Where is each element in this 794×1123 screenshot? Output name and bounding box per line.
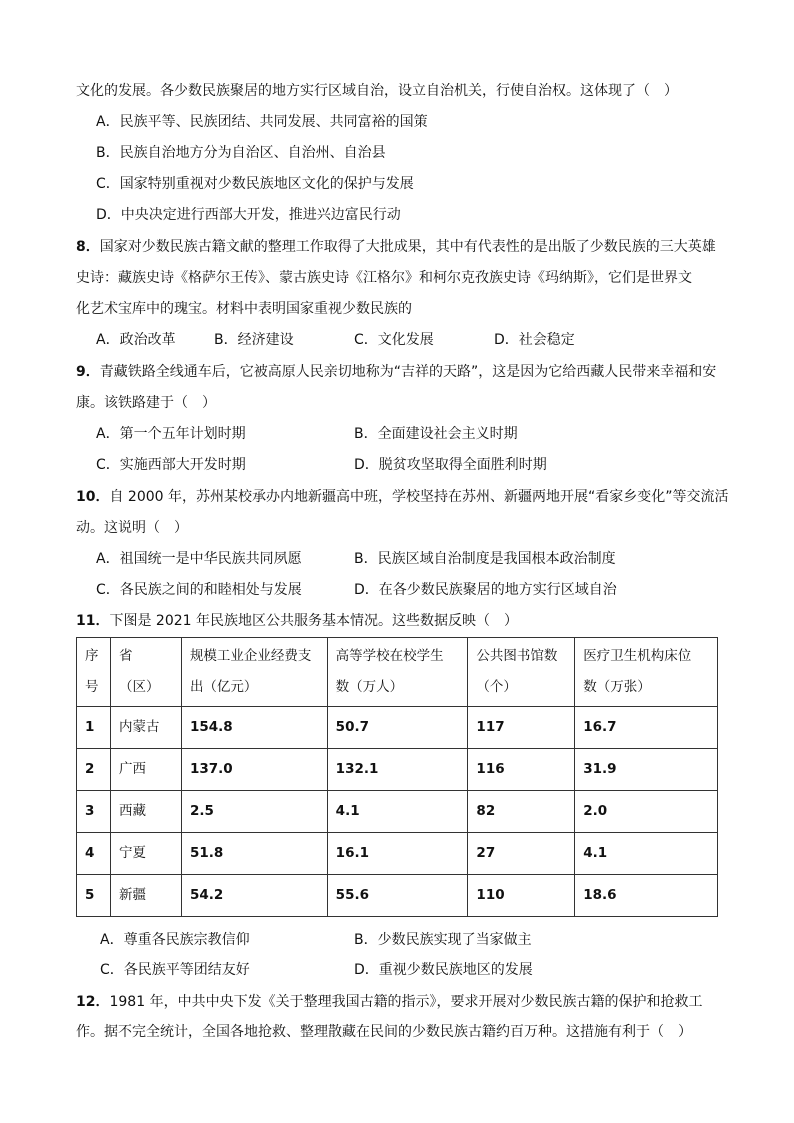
q10-stem-line-2: 动。这说明（ ） [76,520,188,536]
q8-stem-line-1 [76,237,716,257]
public-services-table [76,637,718,917]
cell-index: 5 [77,875,111,917]
cell-university-students: 4.1 [327,791,468,833]
q9-stem-line-1 [76,362,716,382]
cell-hospital-beds: 4.1 [575,833,718,875]
q9-stem-text-1: 青藏铁路全线通车后，它被高原人民亲切地称为“吉祥的天路”，这是因为它给西藏人民带来幸福和安 [99,364,717,380]
q8-stem-line-3: 化艺术宝库中的瑰宝。材料中表明国家重视少数民族的 [76,301,412,317]
q9-stem-line-2: 康。该铁路建于（ ） [76,395,216,411]
q12-stem-line-2: 作。据不完全统计，全国各地抢救、整理散藏在民间的少数民族古籍约百万种。这措施有利于（ ） [76,1024,692,1040]
q10-option-b[interactable]: B．民族区域自治制度是我国根本政治制度 [354,551,616,567]
cell-industry-spending: 51.8 [181,833,327,875]
q9-option-a[interactable]: A．第一个五年计划时期 [96,426,246,442]
cell-index: 4 [77,833,111,875]
cell-industry-spending: 54.2 [181,875,327,917]
q11-option-c[interactable]: C．各民族平等团结友好 [100,962,250,978]
cell-industry-spending: 137.0 [181,749,327,791]
q8-option-c[interactable]: C．文化发展 [354,332,434,348]
q9-option-b[interactable]: B．全面建设社会主义时期 [354,426,518,442]
q9-number: 9． [76,364,100,380]
q10-stem-line-1 [76,487,729,507]
q7-option-d[interactable]: D．中央决定进行西部大开发，推进兴边富民行动 [96,207,401,223]
table-header-row [77,638,718,707]
q8-option-b[interactable]: B．经济建设 [214,332,294,348]
cell-hospital-beds: 31.9 [575,749,718,791]
q11-option-d[interactable]: D．重视少数民族地区的发展 [354,962,533,978]
cell-libraries: 27 [468,833,575,875]
table-row [77,749,718,791]
cell-libraries: 82 [468,791,575,833]
cell-hospital-beds: 16.7 [575,707,718,749]
q11-stem-text-1: 下图是 2021 年民族地区公共服务基本情况。这些数据反映（ ） [109,613,519,629]
table-row [77,707,718,749]
header-cell-index: 序 号 [77,638,111,707]
cell-province: 西藏 [110,791,181,833]
cell-industry-spending: 2.5 [181,791,327,833]
cell-province: 广西 [110,749,181,791]
q10-option-c[interactable]: C．各民族之间的和睦相处与发展 [96,582,302,598]
cell-index: 1 [77,707,111,749]
q12-stem-text-1: 1981 年，中共中央下发《关于整理我国古籍的指示》，要求开展对少数民族古籍的保护和抢救工 [109,994,703,1010]
q8-option-d[interactable]: D．社会稳定 [494,332,575,348]
q8-stem-text-1: 国家对少数民族古籍文献的整理工作取得了大批成果，其中有代表性的是出版了少数民族的三大英雄 [99,239,716,255]
q12-number: 12． [76,994,110,1010]
q11-number: 11． [76,613,110,629]
q8-stem-line-2: 史诗：藏族史诗《格萨尔王传》、蒙古族史诗《江格尔》和柯尔克孜族史诗《玛纳斯》，它们是世界文 [76,270,692,286]
q11-stem-line-1 [76,611,518,631]
cell-libraries: 110 [468,875,575,917]
cell-university-students: 55.6 [327,875,468,917]
cell-index: 2 [77,749,111,791]
q7-stem-tail: 文化的发展。各少数民族聚居的地方实行区域自治，设立自治机关，行使自治权。这体现了（ ） [76,83,678,99]
table-row [77,791,718,833]
q8-number: 8． [76,239,100,255]
cell-hospital-beds: 18.6 [575,875,718,917]
cell-libraries: 117 [468,707,575,749]
cell-hospital-beds: 2.0 [575,791,718,833]
q7-option-a[interactable]: A．民族平等、民族团结、共同发展、共同富裕的国策 [96,114,428,130]
q10-option-d[interactable]: D．在各少数民族聚居的地方实行区域自治 [354,582,617,598]
cell-industry-spending: 154.8 [181,707,327,749]
cell-university-students: 50.7 [327,707,468,749]
table-row [77,833,718,875]
q11-option-b[interactable]: B．少数民族实现了当家做主 [354,932,532,948]
header-cell-libraries: 公共图书馆数 （个） [468,638,575,707]
cell-libraries: 116 [468,749,575,791]
q11-option-a[interactable]: A．尊重各民族宗教信仰 [100,932,250,948]
q7-option-c[interactable]: C．国家特别重视对少数民族地区文化的保护与发展 [96,176,414,192]
q7-option-b[interactable]: B．民族自治地方分为自治区、自治州、自治县 [96,145,386,161]
cell-province: 宁夏 [110,833,181,875]
q10-number: 10． [76,489,110,505]
cell-university-students: 16.1 [327,833,468,875]
header-cell-university-students: 高等学校在校学生 数（万人） [327,638,468,707]
cell-index: 3 [77,791,111,833]
q10-stem-text-1: 自 2000 年，苏州某校承办内地新疆高中班，学校坚持在苏州、新疆两地开展“看家乡变化”等交流活 [109,489,729,505]
table-row [77,875,718,917]
cell-province: 内蒙古 [110,707,181,749]
q9-option-c[interactable]: C．实施西部大开发时期 [96,457,246,473]
q10-option-a[interactable]: A．祖国统一是中华民族共同夙愿 [96,551,302,567]
cell-university-students: 132.1 [327,749,468,791]
header-cell-province: 省 （区） [110,638,181,707]
q9-option-d[interactable]: D．脱贫攻坚取得全面胜利时期 [354,457,547,473]
q12-stem-line-1 [76,992,703,1012]
cell-province: 新疆 [110,875,181,917]
header-cell-hospital-beds: 医疗卫生机构床位 数（万张） [575,638,718,707]
q8-option-a[interactable]: A．政治改革 [96,332,176,348]
header-cell-industry-spending: 规模工业企业经费支 出（亿元） [181,638,327,707]
